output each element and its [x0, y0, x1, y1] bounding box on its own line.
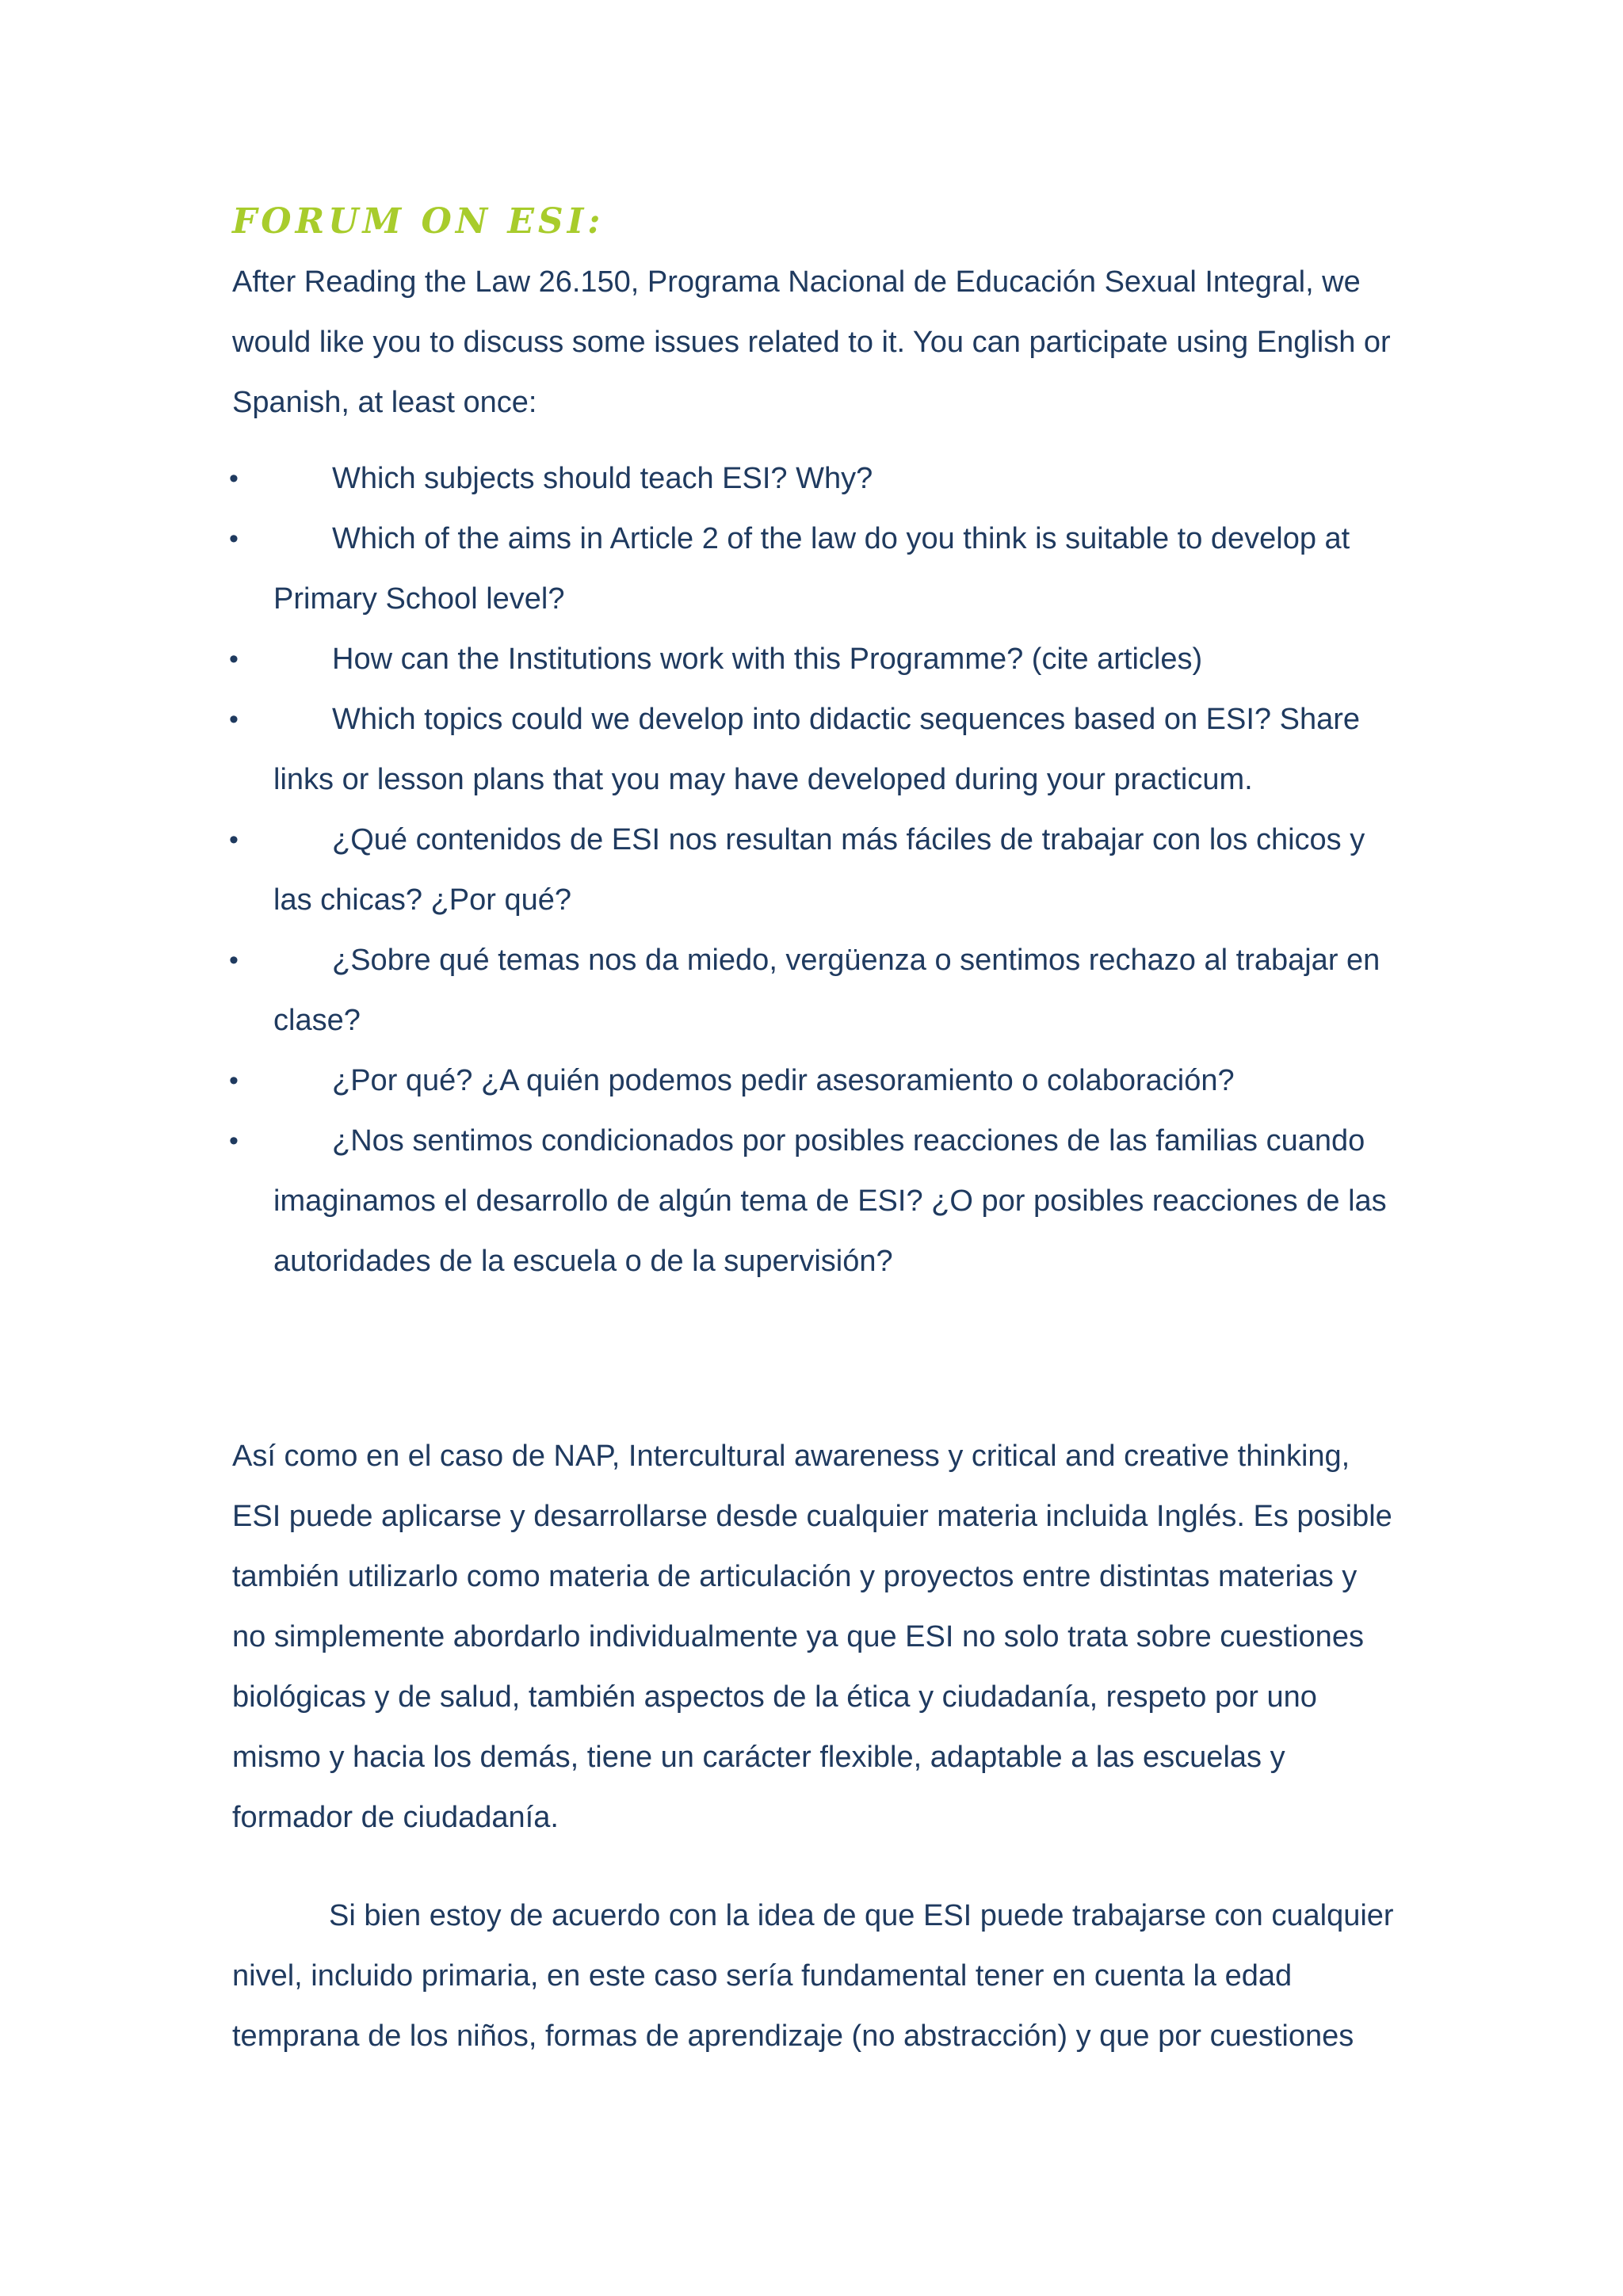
question-list — [229, 448, 1397, 1291]
response-paragraph-2: Si bien estoy de acuerdo con la idea de que ESI puede trabajarse con cualquier nivel, incluido primaria, en este caso sería fundamental tener en cuenta la edad temprana de los niños, formas de aprendizaje (no abstracción) y que por cuestiones — [232, 1899, 1394, 2053]
list-item — [229, 448, 1397, 509]
bullet-icon: • — [229, 1066, 239, 1096]
bullet-icon: • — [229, 945, 239, 975]
question-text: How can the Institutions work with this Programme? (cite articles) — [332, 643, 1203, 676]
question-text: Which topics could we develop into didactic sequences based on ESI? Share links or lesson plans that you may have developed during your practicum. — [273, 703, 1361, 796]
question-text: Which subjects should teach ESI? Why? — [332, 462, 873, 495]
question-text: ¿Sobre qué temas nos da miedo, vergüenza o sentimos rechazo al trabajar en clase? — [273, 944, 1381, 1037]
list-item — [229, 1051, 1397, 1111]
list-item — [229, 689, 1397, 810]
list-item — [229, 509, 1397, 629]
bullet-icon: • — [229, 1126, 239, 1156]
document-page — [229, 196, 1397, 2066]
bullet-icon: • — [229, 463, 239, 494]
list-item — [229, 629, 1397, 689]
response-paragraph-1: Así como en el caso de NAP, Intercultural awareness y critical and creative thinking, ESI puede aplicarse y desarrollarse desde cualquier materia incluida Inglés. Es posible también utilizarlo como materia de articulación y proyectos entre distintas materias y no simplemente abordarlo individualmente ya que ESI no solo trata sobre cuestiones biológicas y de salud, también aspectos de la ética y ciudadanía, respeto por uno mismo y hacia los demás, tiene un carácter flexible, adaptable a las escuelas y formador de ciudadanía. — [232, 1440, 1392, 1834]
bullet-icon: • — [229, 704, 239, 734]
question-text: Which of the aims in Article 2 of the law do you think is suitable to develop at Primary School level? — [273, 522, 1350, 616]
list-item — [229, 1111, 1397, 1291]
bullet-icon: • — [229, 644, 239, 674]
question-text: ¿Nos sentimos condicionados por posibles reacciones de las familias cuando imaginamos el desarrollo de algún tema de ESI? ¿O por posibles reacciones de las autoridades de la escuela o de la supervisión? — [273, 1124, 1387, 1278]
question-text: ¿Por qué? ¿A quién podemos pedir asesoramiento o colaboración? — [332, 1064, 1235, 1097]
list-item — [229, 810, 1397, 930]
bullet-icon: • — [229, 825, 239, 855]
forum-title: FORUM ON ESI: — [232, 201, 605, 242]
list-item — [229, 930, 1397, 1051]
bullet-icon: • — [229, 524, 239, 554]
question-text: ¿Qué contenidos de ESI nos resultan más fáciles de trabajar con los chicos y las chicas? ¿Por qué? — [273, 823, 1365, 917]
intro-paragraph: After Reading the Law 26.150, Programa Nacional de Educación Sexual Integral, we would like you to discuss some issues related to it. You can participate using English or Spanish, at least once: — [232, 265, 1391, 419]
